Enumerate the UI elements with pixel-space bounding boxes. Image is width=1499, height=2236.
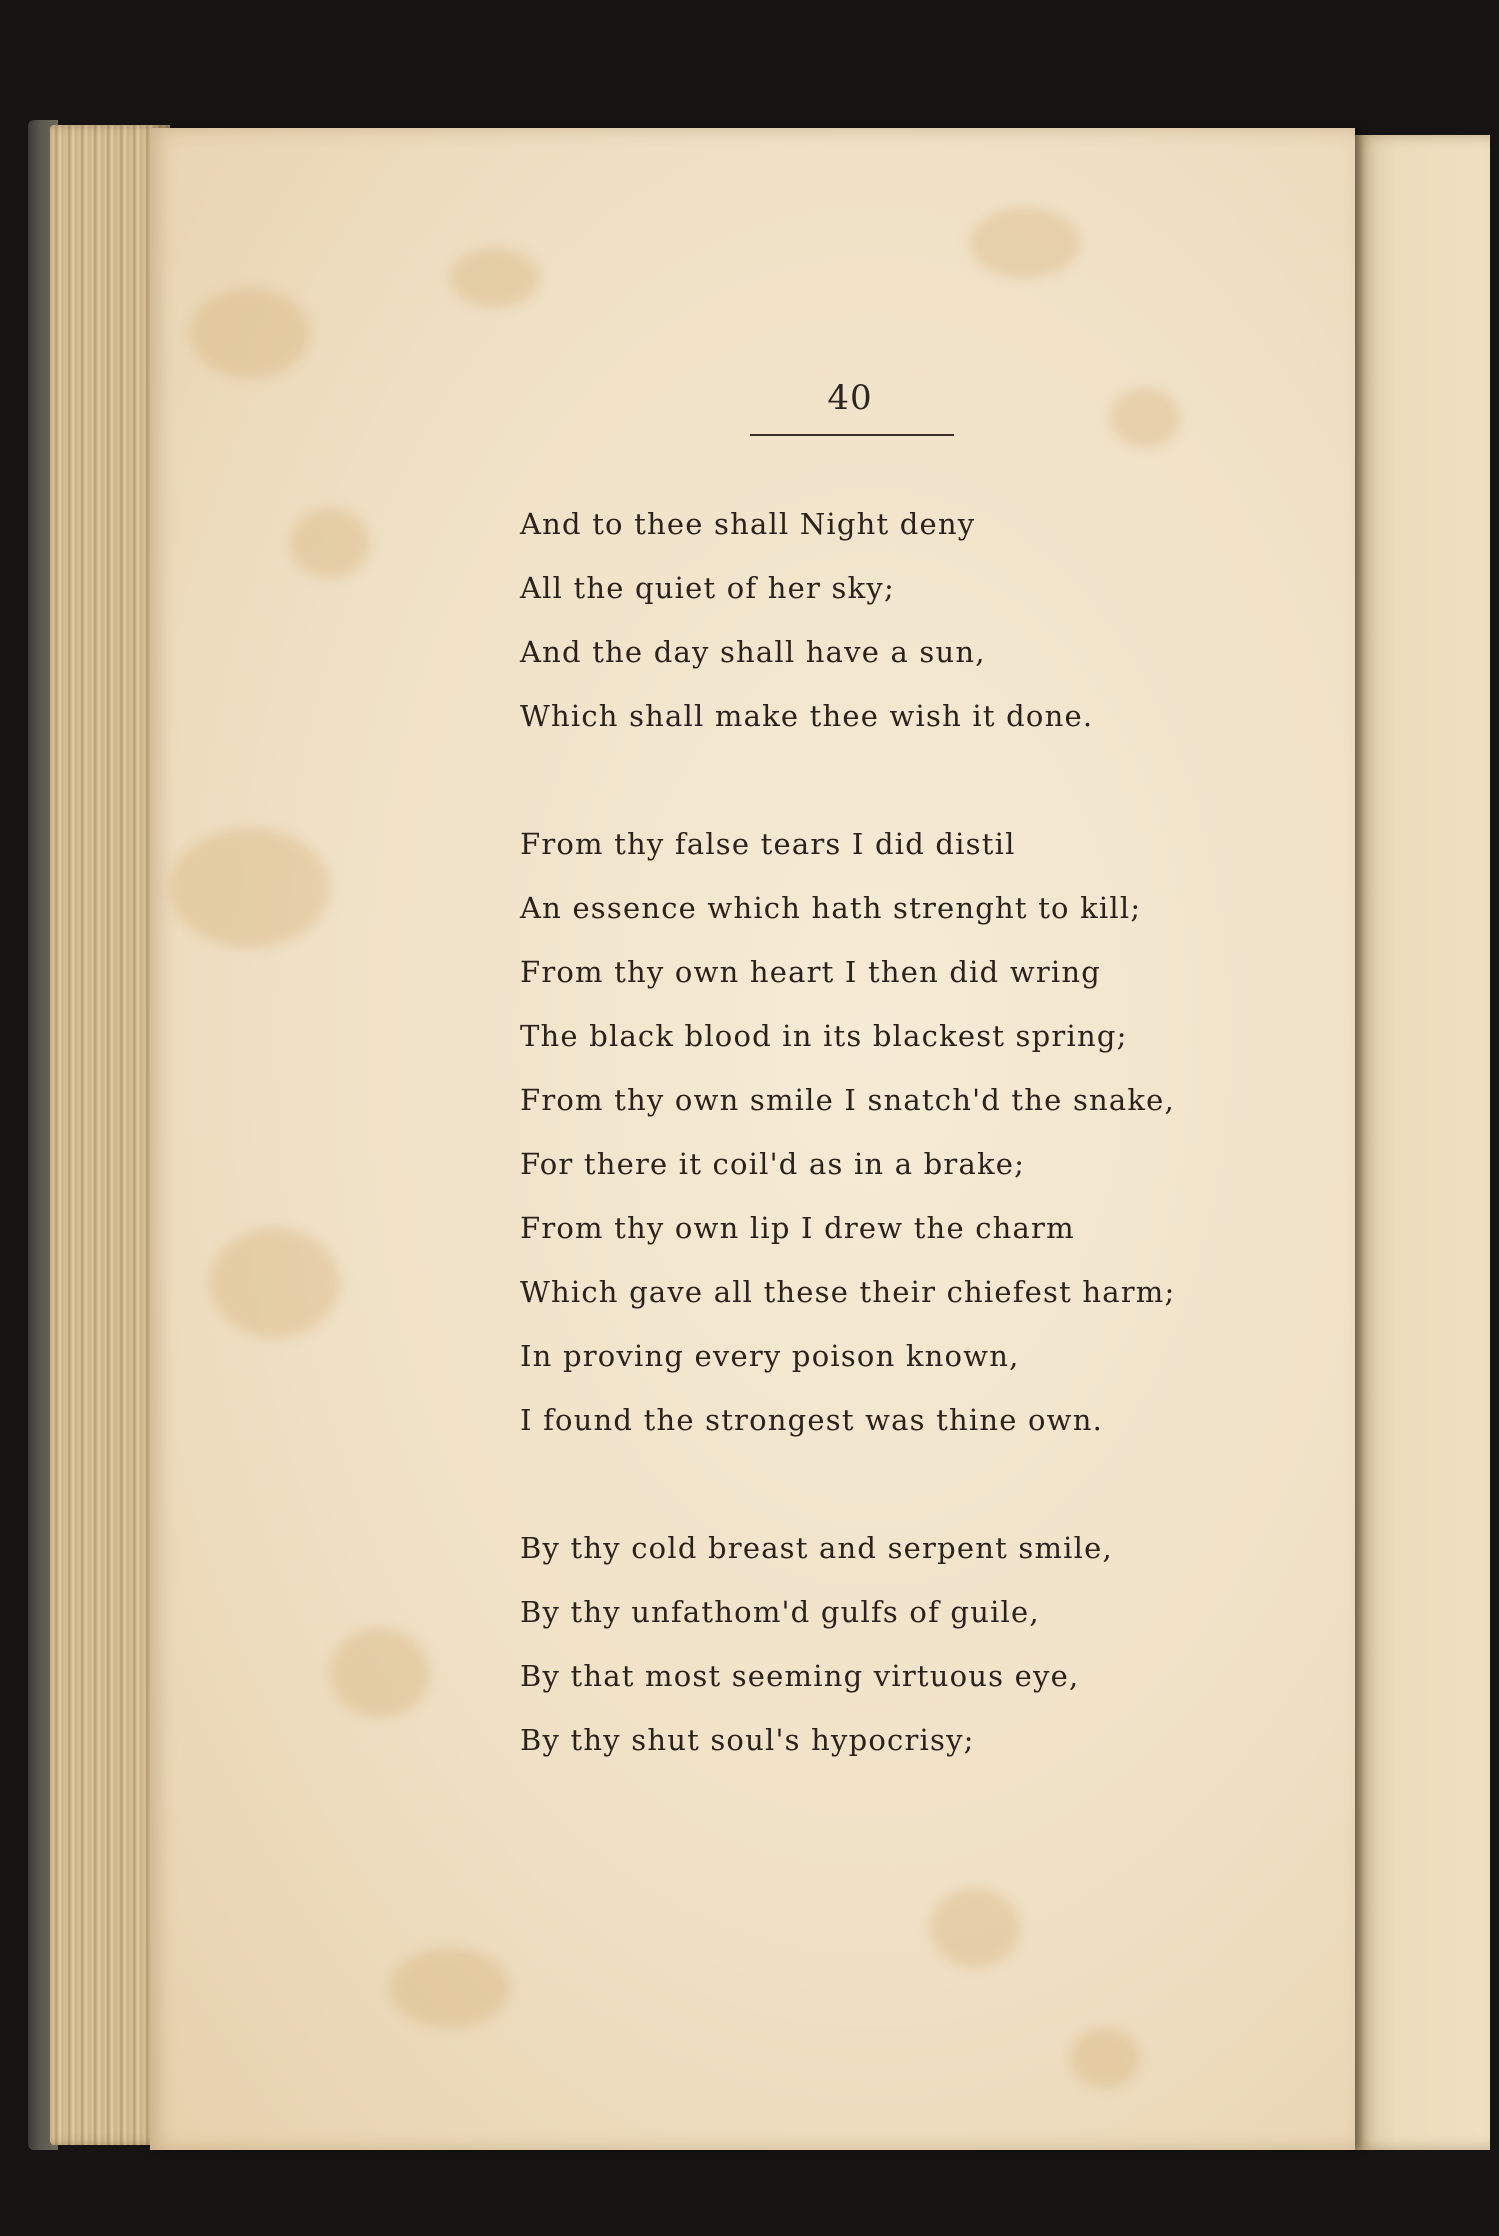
poem-line: By thy unfathom'd gulfs of guile,: [520, 1595, 1040, 1629]
poem-line: The black blood in its blackest spring;: [520, 1019, 1128, 1053]
poem-line: And to thee shall Night deny: [520, 507, 976, 541]
poem-line: An essence which hath strenght to kill;: [520, 891, 1142, 925]
poem-line: Which shall make thee wish it done.: [520, 699, 1094, 733]
poem-line: From thy false tears I did distil: [520, 827, 1016, 861]
poem-line: I found the strongest was thine own.: [520, 1403, 1103, 1437]
page-number: 40: [827, 378, 873, 418]
stanza: [520, 812, 1280, 1452]
stanza: [520, 1516, 1280, 1772]
poem-line: And the day shall have a sun,: [520, 635, 986, 669]
poem-line: From thy own smile I snatch'd the snake,: [520, 1083, 1175, 1117]
header-rule: [750, 434, 954, 436]
poem-line: By thy cold breast and serpent smile,: [520, 1531, 1113, 1565]
poem-text: [520, 492, 1280, 1836]
poem-line: By that most seeming virtuous eye,: [520, 1659, 1080, 1693]
poem-line: Which gave all these their chiefest harm;: [520, 1275, 1176, 1309]
poem-line: From thy own heart I then did wring: [520, 955, 1102, 989]
poem-line: In proving every poison known,: [520, 1339, 1020, 1373]
poem-line: By thy shut soul's hypocrisy;: [520, 1723, 975, 1757]
poem-line: From thy own lip I drew the charm: [520, 1211, 1075, 1245]
poem-line: All the quiet of her sky;: [520, 571, 895, 605]
poem-line: For there it coil'd as in a brake;: [520, 1147, 1026, 1181]
stanza: [520, 492, 1280, 748]
facing-page: [1355, 135, 1490, 2150]
